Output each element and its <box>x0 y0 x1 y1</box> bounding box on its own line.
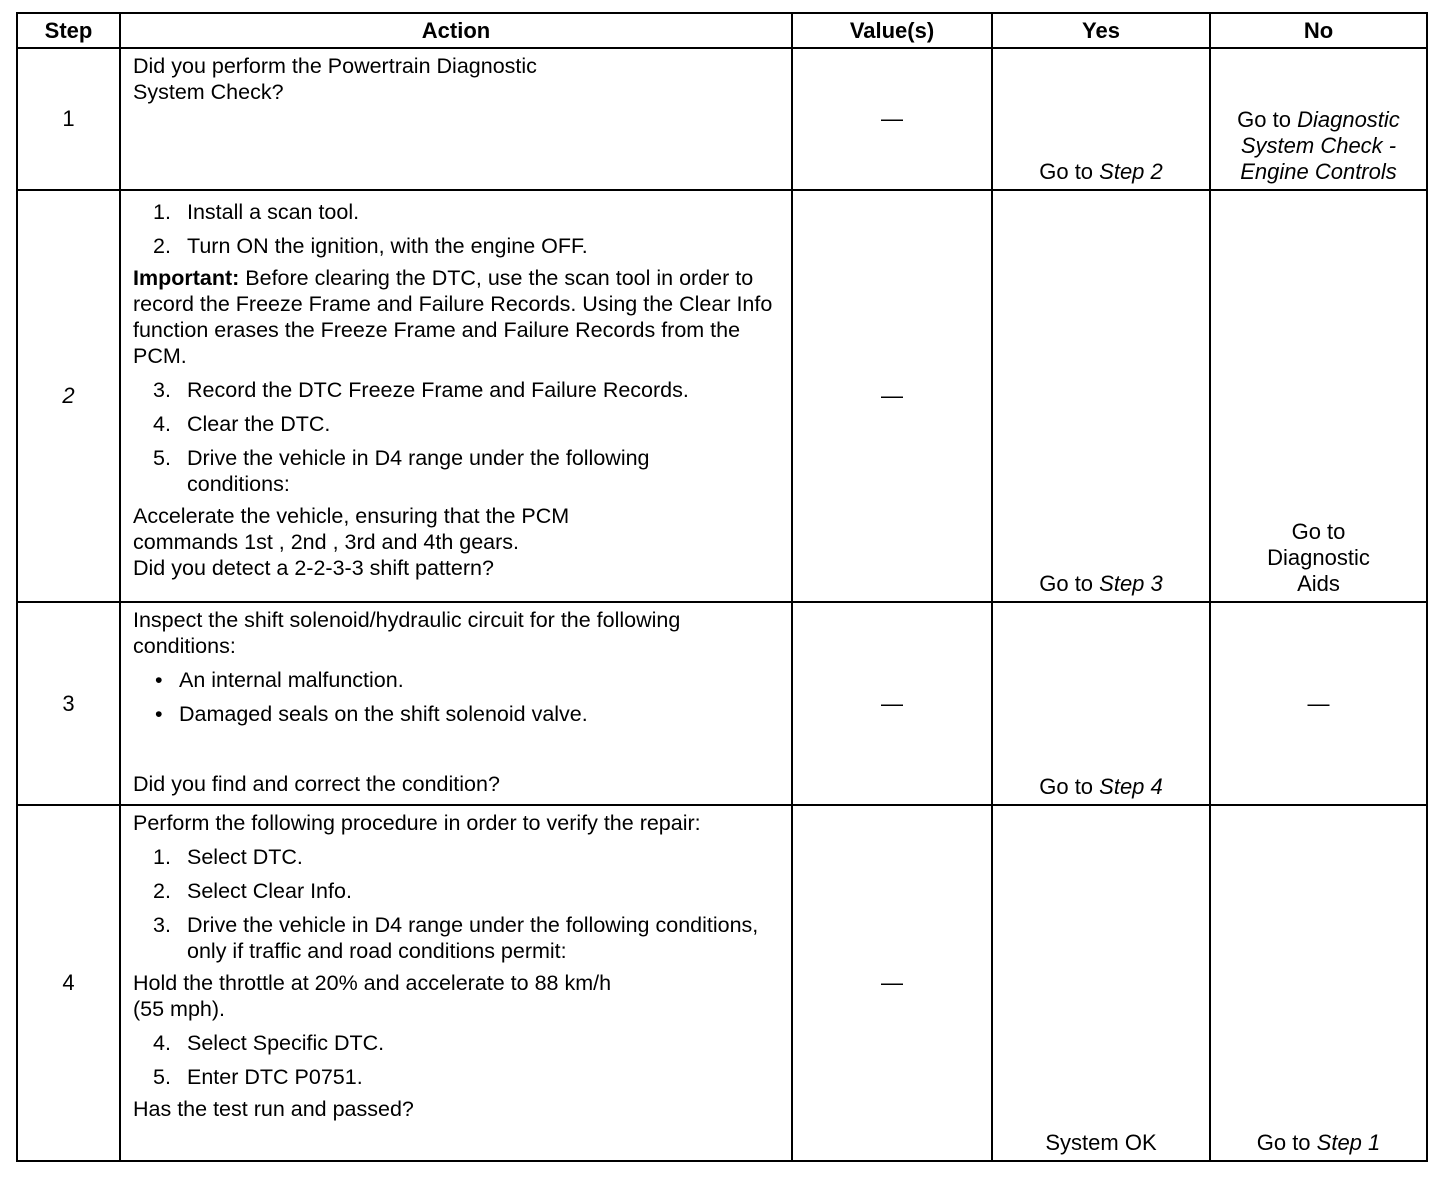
header-values: Value(s) <box>792 13 992 48</box>
list-text: Drive the vehicle in D4 range under the following conditions: <box>187 446 650 496</box>
list-text: Install a scan tool. <box>187 200 360 224</box>
step-number: 1 <box>17 48 120 190</box>
header-yes: Yes <box>992 13 1210 48</box>
action-question: Did you find and correct the condition? <box>133 772 500 796</box>
list-text: Turn ON the ignition, with the engine OFF. <box>187 234 588 258</box>
list-text: Select Clear Info. <box>187 879 352 903</box>
important-text: Before clearing the DTC, use the scan tool in order to record the Freeze Frame and Failure Records. Using the Clear Info function erases the Freeze Frame and Failure Records from the PCM. <box>133 266 773 368</box>
no-prefix: Go to <box>1256 1130 1317 1155</box>
no-cell <box>1210 190 1427 602</box>
list-item <box>153 912 781 964</box>
yes-cell <box>992 48 1210 190</box>
step-number <box>17 190 120 602</box>
table-row <box>17 190 1427 602</box>
table-header-row <box>17 13 1427 48</box>
sub-note: Hold the throttle at 20% and accelerate to 88 km/h (55 mph). <box>133 971 612 1021</box>
list-item <box>155 667 781 693</box>
sub-note: Accelerate the vehicle, ensuring that the PCM commands 1st , 2nd , 3rd and 4th gears. <box>133 504 570 554</box>
value-cell: — <box>792 805 992 1161</box>
no-cell <box>1210 48 1427 190</box>
yes-step-link[interactable]: Step 4 <box>1099 774 1163 799</box>
list-text: An internal malfunction. <box>179 668 404 692</box>
list-item <box>153 1030 781 1056</box>
list-number: 4. <box>153 1031 171 1055</box>
list-item <box>153 1064 781 1090</box>
list-number: 3. <box>153 913 171 937</box>
action-question: Has the test run and passed? <box>133 1097 414 1121</box>
list-item <box>153 878 781 904</box>
yes-prefix: Go to <box>1039 774 1100 799</box>
yes-cell <box>992 190 1210 602</box>
list-text: Select Specific DTC. <box>187 1031 385 1055</box>
header-step: Step <box>17 13 120 48</box>
action-cell <box>120 805 792 1161</box>
list-number: 1. <box>153 200 171 224</box>
no-cell: — <box>1210 602 1427 805</box>
header-action: Action <box>120 13 792 48</box>
yes-step-link[interactable]: Step 2 <box>1099 159 1163 184</box>
list-number: 4. <box>153 412 171 436</box>
step-number: 4 <box>17 805 120 1161</box>
list-item <box>153 233 781 259</box>
table-row <box>17 602 1427 805</box>
important-note <box>133 265 781 369</box>
list-number: 1. <box>153 845 171 869</box>
step-number-text: 2 <box>62 383 75 408</box>
yes-cell <box>992 602 1210 805</box>
step-number: 3 <box>17 602 120 805</box>
list-text: Record the DTC Freeze Frame and Failure Records. <box>187 378 689 402</box>
list-text: Enter DTC P0751. <box>187 1065 363 1089</box>
list-item <box>153 844 781 870</box>
list-text: Select DTC. <box>187 845 303 869</box>
value-cell: — <box>792 602 992 805</box>
value-cell: — <box>792 48 992 190</box>
header-no: No <box>1210 13 1427 48</box>
action-cell <box>120 48 792 190</box>
list-text: Drive the vehicle in D4 range under the following conditions, only if traffic and road conditions permit: <box>187 913 759 963</box>
list-number: 2. <box>153 879 171 903</box>
bullet: • <box>155 702 163 726</box>
action-cell <box>120 190 792 602</box>
important-label: Important: <box>133 266 240 290</box>
no-cell <box>1210 805 1427 1161</box>
list-item <box>153 445 781 497</box>
diagnostic-table-sheet <box>16 12 1426 1162</box>
list-item <box>153 199 781 225</box>
no-diagnostic-link[interactable]: Diagnostic System Check - Engine Controls <box>1240 107 1400 184</box>
yes-cell <box>992 805 1210 1161</box>
bullet: • <box>155 668 163 692</box>
action-intro: Inspect the shift solenoid/hydraulic circuit for the following conditions: <box>133 608 681 658</box>
diagnostic-table <box>16 12 1428 1162</box>
action-intro: Did you perform the Powertrain Diagnostic System Check? <box>133 54 537 104</box>
list-number: 2. <box>153 234 171 258</box>
list-number: 5. <box>153 1065 171 1089</box>
yes-prefix: Go to <box>1039 571 1100 596</box>
no-text[interactable]: Go to Diagnostic Aids <box>1267 519 1370 596</box>
yes-prefix: Go to <box>1039 159 1100 184</box>
action-cell <box>120 602 792 805</box>
list-number: 3. <box>153 378 171 402</box>
list-text: Clear the DTC. <box>187 412 331 436</box>
list-item <box>153 377 781 403</box>
yes-text[interactable]: System OK <box>1045 1130 1157 1155</box>
list-item <box>153 411 781 437</box>
action-question: Did you detect a 2-2-3-3 shift pattern? <box>133 556 494 580</box>
list-number: 5. <box>153 446 171 470</box>
table-row <box>17 48 1427 190</box>
list-item <box>155 701 781 727</box>
table-row <box>17 805 1427 1161</box>
value-cell: — <box>792 190 992 602</box>
yes-step-link[interactable]: Step 3 <box>1099 571 1163 596</box>
no-step-link[interactable]: Step 1 <box>1316 1130 1381 1155</box>
no-prefix: Go to <box>1237 107 1298 132</box>
list-text: Damaged seals on the shift solenoid valve. <box>179 702 588 726</box>
action-intro: Perform the following procedure in order to verify the repair: <box>133 811 701 835</box>
